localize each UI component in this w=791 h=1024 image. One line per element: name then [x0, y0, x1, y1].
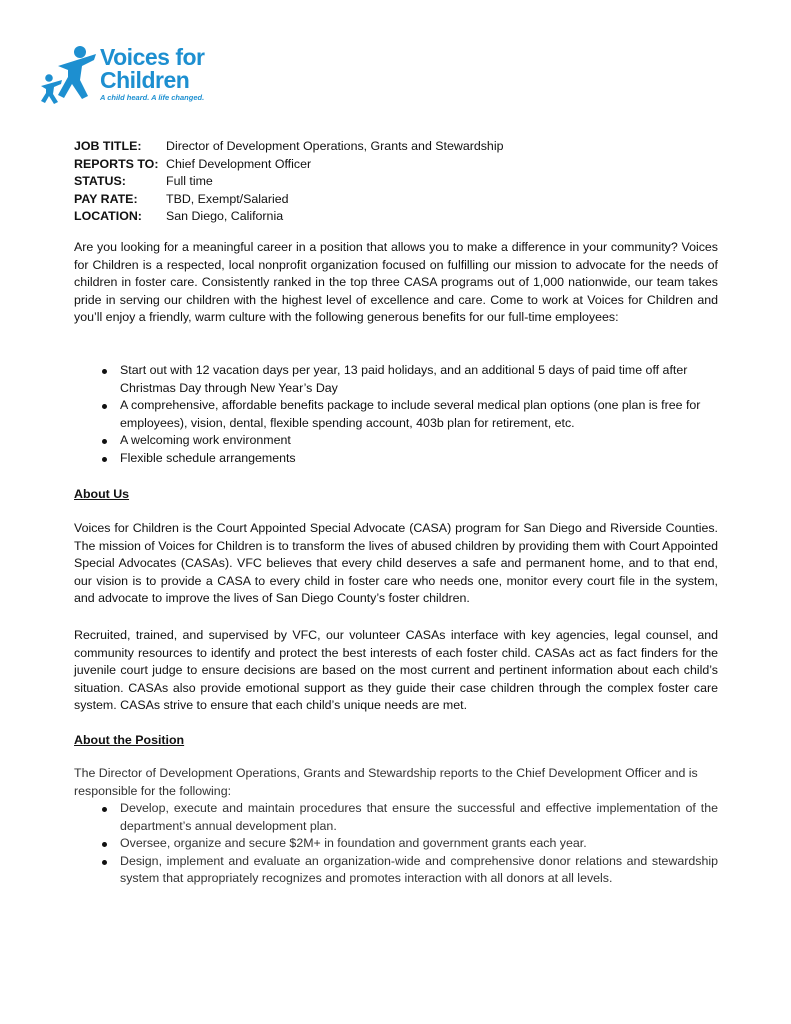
- pay-rate-value: TBD, Exempt/Salaried: [166, 191, 289, 206]
- list-item: Develop, execute and maintain procedures that ensure the successful and effective implementation of the department’s annual development plan.: [74, 800, 718, 835]
- reports-to-row: [74, 156, 503, 174]
- about-us-paragraph-2: Recruited, trained, and supervised by VFC, our volunteer CASAs interface with key agencies, legal counsel, and community resources to identify and protect the best interests of each foster child. CASAs act as fact finders for the juvenile court judge to ensure decisions are based on the most current and pertinent information about each child’s situation. CASAs also provide emotional support as they guide their case children through the complex foster care system. CASAs strive to ensure that each child’s unique needs are met.: [74, 628, 718, 713]
- job-title-value: Director of Development Operations, Grants and Stewardship: [166, 139, 504, 153]
- location-label: LOCATION:: [74, 209, 142, 224]
- responsibilities-list: [74, 800, 718, 888]
- status-label: STATUS:: [74, 174, 126, 189]
- list-item: A comprehensive, affordable benefits package to include several medical plan options (one plan is free for employees), vision, dental, flexible spending account, 403b plan for retirement, etc.: [74, 397, 718, 432]
- list-item: Flexible schedule arrangements: [74, 450, 718, 468]
- about-position-heading: About the Position: [74, 733, 185, 747]
- list-item: A welcoming work environment: [74, 432, 718, 450]
- reports-to-label: REPORTS TO:: [74, 156, 159, 171]
- about-us-paragraph-1: Voices for Children is the Court Appointed Special Advocate (CASA) program for San Diego and Riverside Counties. The mission of Voices for Children is to transform the lives of abused children by providing them with Court Appointed Special Advocates (CASAs). VFC believes that every child deserves a safe and permanent home, and to that end, our vision is to provide a CASA to every child in foster care who needs one, monitor every court file in the system, and advocate to improve the lives of San Diego County’s foster children.: [74, 521, 718, 606]
- about-us-heading: About Us: [74, 487, 130, 501]
- status-row: [74, 173, 503, 191]
- logo-text-line1: Voices for: [100, 44, 205, 70]
- pay-rate-label: PAY RATE:: [74, 191, 138, 206]
- about-position-intro: The Director of Development Operations, Grants and Stewardship reports to the Chief Development Officer and is responsible for the following:: [74, 766, 698, 798]
- job-title-label: JOB TITLE:: [74, 139, 142, 153]
- job-title-row: [74, 138, 503, 156]
- list-item: Oversee, organize and secure $2M+ in foundation and government grants each year.: [74, 835, 718, 853]
- logo-text-line2: Children: [100, 67, 190, 93]
- children-figures-icon: [38, 44, 100, 106]
- location-value: San Diego, California: [166, 209, 284, 224]
- pay-rate-row: [74, 191, 503, 209]
- logo-tagline: A child heard. A life changed.: [100, 93, 205, 102]
- reports-to-value: Chief Development Officer: [166, 156, 312, 171]
- status-value: Full time: [166, 174, 213, 189]
- list-item: Design, implement and evaluate an organization-wide and comprehensive donor relations and stewardship system that appropriately recognizes and promotes interaction with all donors at all levels.: [74, 853, 718, 888]
- list-item: Start out with 12 vacation days per year, 13 paid holidays, and an additional 5 days of paid time off after Christmas Day through New Year’s Day: [74, 362, 718, 397]
- intro-paragraph: Are you looking for a meaningful career in a position that allows you to make a difference in your community? Voices for Children is a respected, local nonprofit organization focused on fulfilling our mission to advocate for the needs of children in foster care. Consistently ranked in the top three CASA programs out of 1,000 nationwide, our team takes pride in serving our children with the highest level of excellence and care. Come to work at Voices for Children and you’ll enjoy a friendly, warm culture with the following generous benefits for our full-time employees:: [74, 240, 718, 325]
- job-details: [74, 138, 503, 226]
- benefits-list: [74, 362, 718, 468]
- voices-for-children-logo: [38, 44, 238, 106]
- location-row: [74, 208, 503, 226]
